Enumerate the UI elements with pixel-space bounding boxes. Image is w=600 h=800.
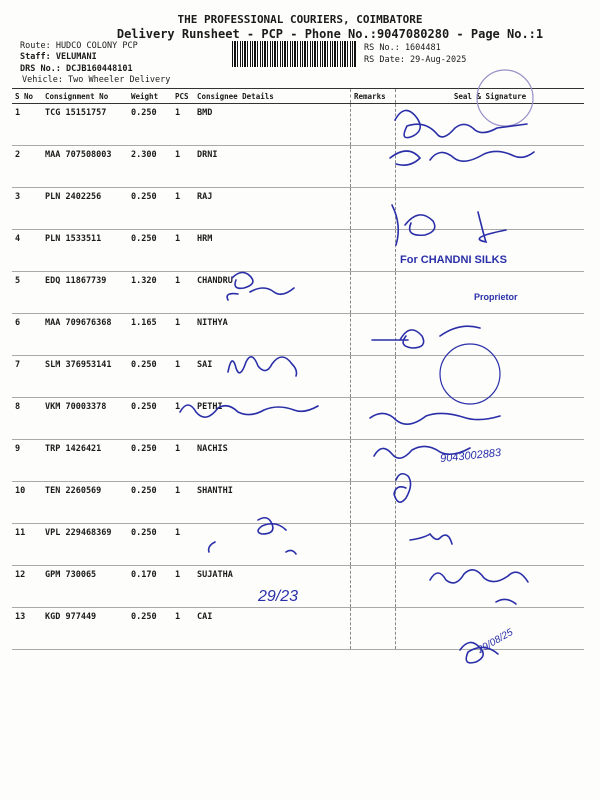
cell-weight: 0.170 bbox=[128, 566, 172, 608]
col-header: PCS bbox=[172, 89, 194, 104]
table-row bbox=[12, 314, 584, 356]
table-row bbox=[12, 146, 584, 188]
cell-sno: 4 bbox=[12, 230, 42, 272]
cell-consignment: VPL 229468369 bbox=[42, 524, 128, 566]
route-label: Route: HUDCO COLONY PCP bbox=[20, 41, 138, 51]
cell-remarks bbox=[351, 272, 396, 314]
col-header: Consignee Details bbox=[194, 89, 351, 104]
handwritten-phone: 9043002883 bbox=[439, 446, 502, 466]
cell-weight: 1.165 bbox=[128, 314, 172, 356]
cell-consignee: PETHI bbox=[194, 398, 351, 440]
cell-sno: 1 bbox=[12, 104, 42, 146]
company-title: THE PROFESSIONAL COURIERS, COIMBATORE bbox=[177, 13, 423, 26]
cell-sno: 3 bbox=[12, 188, 42, 230]
cell-pcs: 1 bbox=[172, 314, 194, 356]
col-header: Seal & Signature bbox=[396, 89, 585, 104]
runsheet-subtitle: Delivery Runsheet - PCP - Phone No.:9047080280 - Page No.:1 bbox=[116, 27, 544, 41]
cell-weight: 0.250 bbox=[128, 524, 172, 566]
cell-weight: 0.250 bbox=[128, 230, 172, 272]
cell-remarks bbox=[351, 356, 396, 398]
cell-weight: 0.250 bbox=[128, 188, 172, 230]
cell-remarks bbox=[351, 146, 396, 188]
col-header: Weight bbox=[128, 89, 172, 104]
cell-pcs: 1 bbox=[172, 398, 194, 440]
cell-remarks bbox=[351, 440, 396, 482]
cell-weight: 0.250 bbox=[128, 440, 172, 482]
cell-remarks bbox=[351, 398, 396, 440]
cell-consignment: EDQ 11867739 bbox=[42, 272, 128, 314]
cell-weight: 0.250 bbox=[128, 356, 172, 398]
cell-sno: 13 bbox=[12, 608, 42, 650]
runsheet-table bbox=[12, 88, 584, 650]
cell-weight: 0.250 bbox=[128, 482, 172, 524]
cell-sno: 5 bbox=[12, 272, 42, 314]
cell-remarks bbox=[351, 230, 396, 272]
table-row bbox=[12, 356, 584, 398]
cell-consignment: KGD 977449 bbox=[42, 608, 128, 650]
cell-consignment: TEN 2260569 bbox=[42, 482, 128, 524]
cell-remarks bbox=[351, 608, 396, 650]
cell-weight: 0.250 bbox=[128, 104, 172, 146]
handwritten-date: 29/23 bbox=[258, 588, 299, 605]
cell-consignment: MAA 707508003 bbox=[42, 146, 128, 188]
cell-consignee: NACHIS bbox=[194, 440, 351, 482]
staff-label: Staff: VELUMANI bbox=[20, 52, 97, 62]
cell-consignee: HRM bbox=[194, 230, 351, 272]
cell-seal-signature bbox=[396, 524, 585, 566]
cell-seal-signature bbox=[396, 146, 585, 188]
cell-pcs: 1 bbox=[172, 230, 194, 272]
cell-remarks bbox=[351, 314, 396, 356]
drs-number: DRS No.: DCJB160448101 bbox=[20, 64, 133, 74]
cell-consignment: SLM 376953141 bbox=[42, 356, 128, 398]
cell-consignment: PLN 2402256 bbox=[42, 188, 128, 230]
cell-consignment: PLN 1533511 bbox=[42, 230, 128, 272]
cell-consignment: MAA 709676368 bbox=[42, 314, 128, 356]
cell-seal-signature bbox=[396, 314, 585, 356]
cell-sno: 12 bbox=[12, 566, 42, 608]
cell-sno: 9 bbox=[12, 440, 42, 482]
cell-pcs: 1 bbox=[172, 272, 194, 314]
cell-weight: 0.250 bbox=[128, 398, 172, 440]
cell-pcs: 1 bbox=[172, 608, 194, 650]
cell-weight: 0.250 bbox=[128, 608, 172, 650]
cell-pcs: 1 bbox=[172, 566, 194, 608]
cell-consignment: GPM 730065 bbox=[42, 566, 128, 608]
barcode bbox=[232, 41, 356, 67]
cell-pcs: 1 bbox=[172, 188, 194, 230]
rs-number: RS No.: 1604481 bbox=[364, 43, 441, 53]
table-header-row bbox=[12, 89, 584, 104]
table-row bbox=[12, 482, 584, 524]
cell-consignee: DRNI bbox=[194, 146, 351, 188]
cell-seal-signature bbox=[396, 356, 585, 398]
handwritten-date: 29/08/25 bbox=[475, 627, 516, 656]
cell-weight: 2.300 bbox=[128, 146, 172, 188]
cell-sno: 11 bbox=[12, 524, 42, 566]
col-header: S No bbox=[12, 89, 42, 104]
cell-remarks bbox=[351, 566, 396, 608]
table-row bbox=[12, 524, 584, 566]
cell-seal-signature bbox=[396, 104, 585, 146]
cell-seal-signature bbox=[396, 440, 585, 482]
cell-pcs: 1 bbox=[172, 146, 194, 188]
vehicle-label: Vehicle: Two Wheeler Delivery bbox=[22, 75, 171, 85]
cell-consignment: VKM 70003378 bbox=[42, 398, 128, 440]
cell-consignee: SHANTHI bbox=[194, 482, 351, 524]
table-row bbox=[12, 104, 584, 146]
cell-weight: 1.320 bbox=[128, 272, 172, 314]
cell-consignee: CHANDRU bbox=[194, 272, 351, 314]
cell-consignment: TRP 1426421 bbox=[42, 440, 128, 482]
cell-pcs: 1 bbox=[172, 356, 194, 398]
cell-remarks bbox=[351, 482, 396, 524]
cell-consignee: SAI bbox=[194, 356, 351, 398]
cell-seal-signature bbox=[396, 566, 585, 608]
cell-consignee: RAJ bbox=[194, 188, 351, 230]
cell-sno: 6 bbox=[12, 314, 42, 356]
cell-consignee: BMD bbox=[194, 104, 351, 146]
cell-seal-signature bbox=[396, 398, 585, 440]
table-row bbox=[12, 440, 584, 482]
rs-date: RS Date: 29-Aug-2025 bbox=[364, 55, 467, 65]
cell-pcs: 1 bbox=[172, 524, 194, 566]
cell-sno: 10 bbox=[12, 482, 42, 524]
cell-consignee bbox=[194, 524, 351, 566]
col-header: Remarks bbox=[351, 89, 396, 104]
cell-pcs: 1 bbox=[172, 482, 194, 524]
cell-sno: 8 bbox=[12, 398, 42, 440]
cell-remarks bbox=[351, 104, 396, 146]
col-header: Consignment No bbox=[42, 89, 128, 104]
cell-pcs: 1 bbox=[172, 440, 194, 482]
cell-remarks bbox=[351, 188, 396, 230]
stamp-proprietor: Proprietor bbox=[474, 292, 518, 302]
table-row bbox=[12, 188, 584, 230]
cell-consignee: CAI bbox=[194, 608, 351, 650]
cell-seal-signature bbox=[396, 188, 585, 230]
cell-remarks bbox=[351, 524, 396, 566]
table-row bbox=[12, 398, 584, 440]
cell-sno: 7 bbox=[12, 356, 42, 398]
stamp-shop-name: For CHANDNI SILKS bbox=[400, 254, 507, 266]
cell-sno: 2 bbox=[12, 146, 42, 188]
cell-consignment: TCG 15151757 bbox=[42, 104, 128, 146]
cell-seal-signature bbox=[396, 482, 585, 524]
cell-pcs: 1 bbox=[172, 104, 194, 146]
cell-consignee: SUJATHA bbox=[194, 566, 351, 608]
cell-consignee: NITHYA bbox=[194, 314, 351, 356]
